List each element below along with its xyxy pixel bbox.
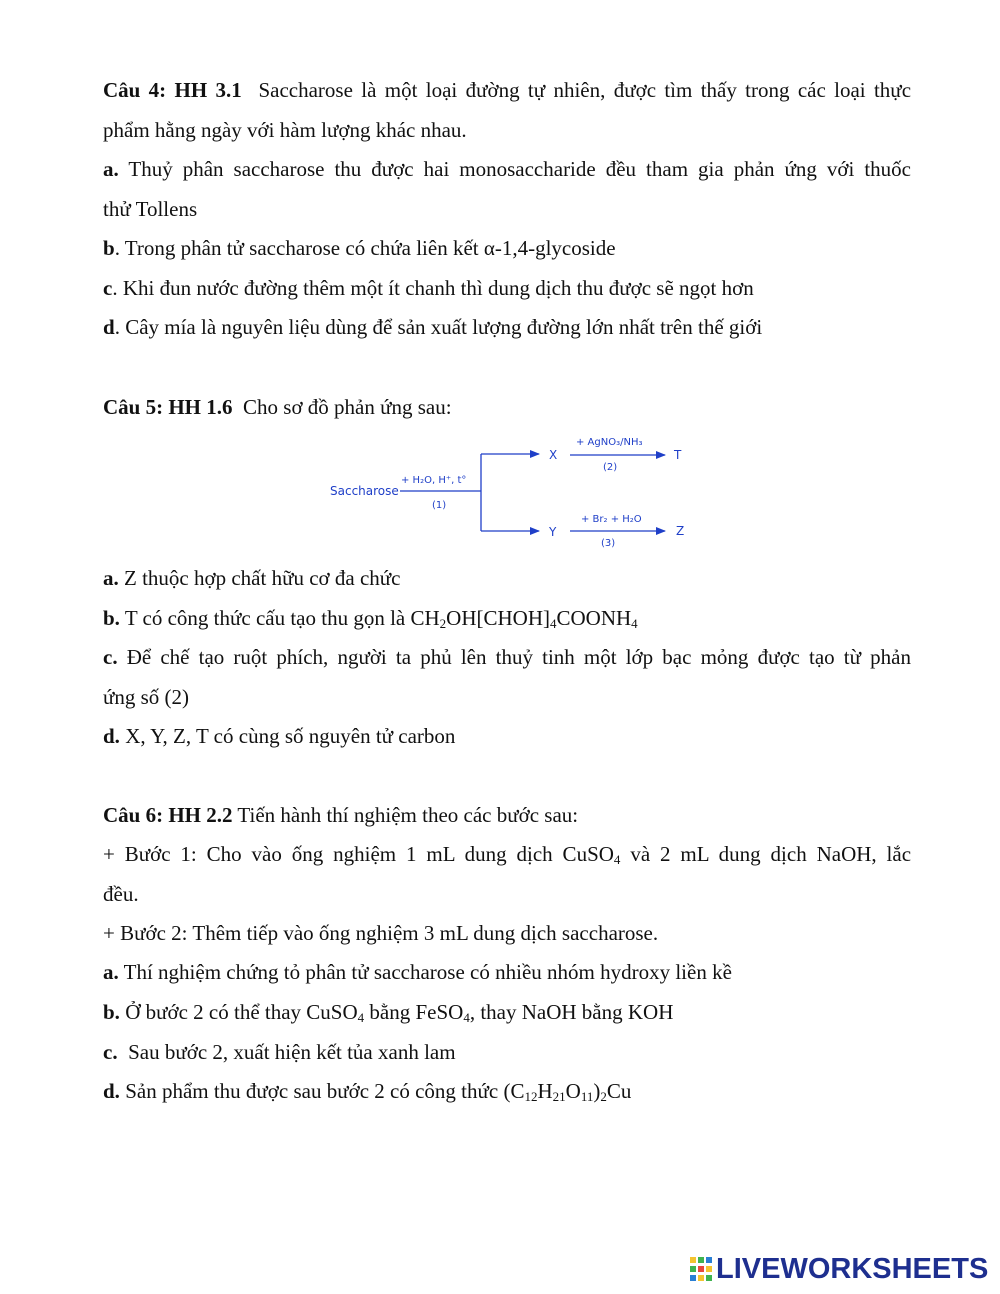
q5-c-text-1: Để chế tạo ruột phích, người ta phủ lên thuỷ tinh một lớp bạc mỏng được tạo từ phản [126, 645, 911, 669]
q5-label: Câu 5: HH 1.6 [103, 395, 233, 419]
compound-t: T [674, 448, 682, 462]
q6-option-b [103, 1000, 673, 1024]
q6-d-label: d. [103, 1079, 120, 1103]
q4-stem-line-1 [103, 78, 911, 102]
q5-b-sub-2: 4 [549, 616, 557, 631]
q6-step1-text-1: + Bước 1: Cho vào ống nghiệm 1 mL dung dịch CuSO [103, 842, 614, 866]
q5-a-text: Z thuộc hợp chất hữu cơ đa chức [124, 566, 401, 590]
step3-number: (3) [601, 538, 616, 549]
q5-stem-line [103, 395, 452, 419]
q4-c-label: c [103, 276, 113, 300]
q4-b-label: b [103, 236, 115, 260]
q6-option-a [103, 960, 732, 984]
q6-stem: Tiến hành thí nghiệm theo các bước sau: [237, 803, 579, 827]
q4-option-c [103, 276, 754, 300]
step1-reagent: + H₂O, H⁺, t° [401, 475, 467, 486]
q4-option-d [103, 315, 762, 339]
q5-option-a [103, 566, 400, 590]
q6-b-label: b. [103, 1000, 120, 1024]
q6-a-label: a. [103, 960, 119, 984]
q6-d-text-1: Sản phẩm thu được sau bước 2 có công thức (C [125, 1079, 525, 1103]
q6-option-d [103, 1079, 631, 1103]
q5-d-label: d. [103, 724, 120, 748]
q6-c-label: c. [103, 1040, 118, 1064]
q5-b-text-1: T có công thức cấu tạo thu gọn là CH [124, 606, 440, 630]
q6-step2-line: + Bước 2: Thêm tiếp vào ống nghiệm 3 mL dung dịch saccharose. [103, 921, 659, 945]
liveworksheets-grid-icon [690, 1257, 712, 1281]
q6-option-c [103, 1040, 456, 1064]
q6-b-text-3: , thay NaOH bằng KOH [469, 1000, 674, 1024]
q5-a-label: a. [103, 566, 119, 590]
q6-step1-cont: đều. [103, 882, 139, 906]
step2-number: (2) [603, 462, 618, 473]
q5-b-sub-1: 2 [439, 616, 447, 631]
q6-a-text: Thí nghiệm chứng tỏ phân tử saccharose có nhiều nhóm hydroxy liền kề [123, 960, 732, 984]
compound-x: X [549, 448, 558, 462]
q6-d-sub-3: 11 [580, 1089, 594, 1104]
q5-b-label: b. [103, 606, 120, 630]
q5-b-text-2: OH[CHOH] [446, 606, 550, 630]
q6-d-sub-4: 2 [600, 1089, 607, 1104]
q6-d-text-2: H [537, 1079, 553, 1103]
q6-stem-line [103, 803, 578, 827]
q5-c-label: c. [103, 645, 118, 669]
step1-number: (1) [432, 500, 447, 511]
q6-d-sub-2: 21 [552, 1089, 566, 1104]
q6-step1-line [103, 842, 911, 866]
q4-stem-line-2: phẩm hằng ngày với hàm lượng khác nhau. [103, 118, 467, 142]
step3-reagent: + Br₂ + H₂O [581, 514, 642, 525]
q6-label: Câu 6: HH 2.2 [103, 803, 233, 827]
q5-b-text-3: COONH [556, 606, 632, 630]
q6-b-sub-2: 4 [463, 1010, 470, 1025]
q4-label: Câu 4: HH 3.1 [103, 78, 242, 102]
q4-option-a [103, 157, 911, 181]
q6-b-text-1: Ở bước 2 có thể thay CuSO [125, 1000, 358, 1024]
q4-d-text: . Cây mía là nguyên liệu dùng để sản xuất lượng đường lớn nhất trên thế giới [114, 315, 763, 339]
q5-d-text: X, Y, Z, T có cùng số nguyên tử carbon [125, 724, 456, 748]
q4-a-text-1: Thuỷ phân saccharose thu được hai monosaccharide đều tham gia phản ứng với thuốc [128, 157, 911, 181]
q4-a-label: a. [103, 157, 119, 181]
q5-stem: Cho sơ đồ phản ứng sau: [243, 395, 452, 419]
reaction-diagram [320, 425, 700, 555]
liveworksheets-logo[interactable] [690, 1252, 988, 1286]
q4-b-text: . Trong phân tử saccharose có chứa liên kết α-1,4-glycoside [114, 236, 616, 260]
q5-option-b [103, 606, 638, 630]
compound-y: Y [549, 525, 557, 539]
q6-step1-text-2: và 2 mL dung dịch NaOH, lắc [630, 842, 912, 866]
q5-b-sub-3: 4 [631, 616, 638, 631]
q5-option-c [103, 645, 911, 669]
q6-d-text-5: Cu [606, 1079, 632, 1103]
q5-option-d [103, 724, 455, 748]
q6-d-sub-1: 12 [524, 1089, 538, 1104]
saccharose-label: Saccharose [330, 484, 399, 498]
q4-option-a-cont: thử Tollens [103, 197, 198, 221]
liveworksheets-logo-text: LIVEWORKSHEETS [716, 1252, 989, 1285]
q4-option-b [103, 236, 616, 260]
q6-d-text-3: O [565, 1079, 581, 1103]
q4-c-text: . Khi đun nước đường thêm một ít chanh thì dung dịch thu được sẽ ngọt hơn [112, 276, 754, 300]
q6-b-text-2: bằng FeSO [369, 1000, 464, 1024]
q6-step1-sub: 4 [613, 852, 621, 867]
q4-d-label: d [103, 315, 115, 339]
q6-d-text-4: ) [593, 1079, 601, 1103]
step2-reagent: + AgNO₃/NH₃ [576, 437, 643, 448]
compound-z: Z [676, 524, 685, 538]
q4-stem-1: Saccharose là một loại đường tự nhiên, được tìm thấy trong các loại thực [258, 78, 912, 102]
q6-c-text: Sau bước 2, xuất hiện kết tủa xanh lam [128, 1040, 456, 1064]
q5-option-c-cont: ứng số (2) [103, 685, 190, 709]
q6-b-sub-1: 4 [357, 1010, 365, 1025]
